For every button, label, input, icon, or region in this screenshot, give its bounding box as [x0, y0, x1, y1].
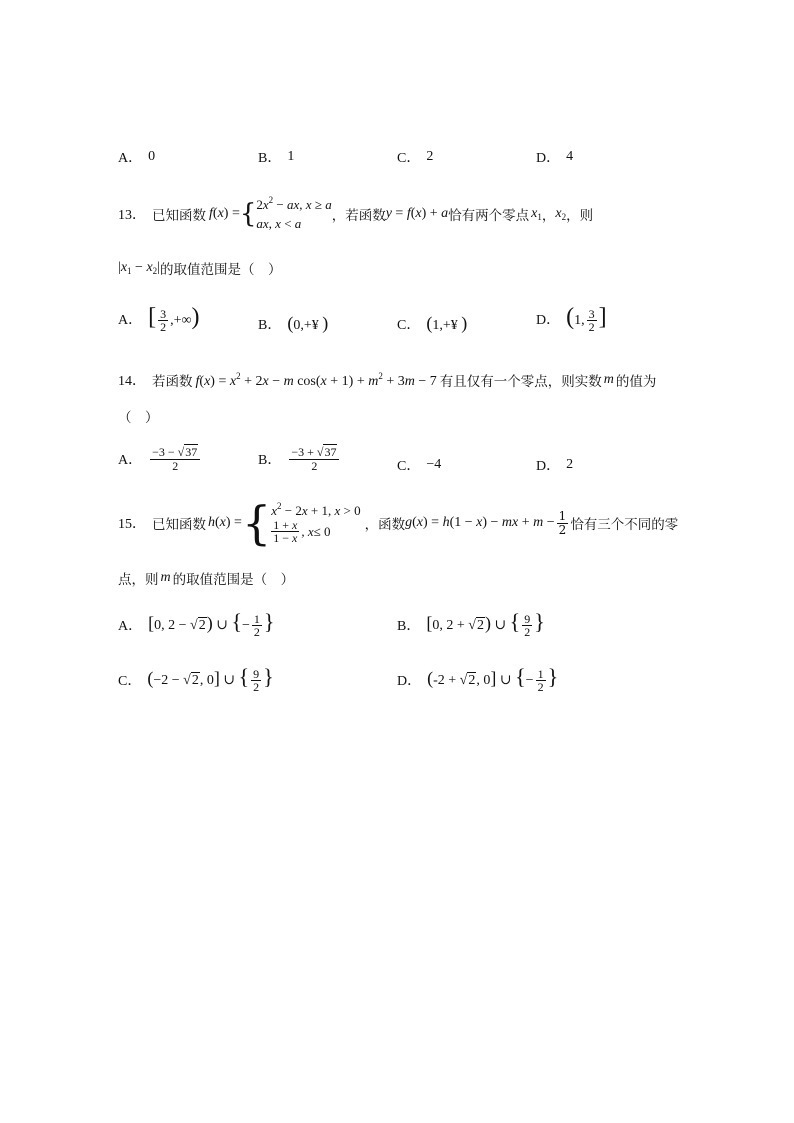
- q15-option-b: B． [0, 2 + √2) ∪ { $\frac{9}{2}$ }: [397, 609, 545, 640]
- q13-option-d: D． (1, $\frac{3}{2}$ ]: [536, 304, 607, 335]
- q15-option-d: D． (-2 + √2, 0] ∪ {− $\frac{1}{2}$ }: [397, 664, 559, 695]
- q15-option-a: A． [0, 2 − √2) ∪ {− $\frac{1}{2}$ }: [118, 609, 275, 640]
- q13-option-b: B． (0,+¥ ): [258, 313, 329, 333]
- q13-piecewise: { $2x^2$ − ax, x ≥ a ax, x < a: [239, 195, 332, 231]
- q13-stem-line1: 13． 已知函数 f(x) = { $2x^2$ − ax, x ≥ a ax, x < a ，若函数 y = f(x) + a 恰有两个零点 $x_1$ ， $x_2$ ，则: [118, 194, 593, 234]
- q15-stem-line2: 点，则 m 的取值范围是（ ）: [118, 570, 295, 588]
- q13-option-a: A． [ $\frac{3}{2}$ ,+∞): [118, 304, 200, 335]
- q14-option-b: B． $\frac{-3 + √37}{2}$: [258, 446, 341, 472]
- q14-option-a: A． $\frac{-3 - √37}{2}$: [118, 446, 202, 472]
- q12-option-b: B． 1: [258, 149, 295, 166]
- q12-option-c: C． 2: [397, 149, 434, 166]
- q14-stem-line1: 14． 若函数 $f(x) = x^2 + 2x - m$ $\cos(x + 1) + m^2 + 3m - 7$ 有且仅有一个零点，则实数 m 的值为: [118, 370, 657, 390]
- q15-stem-line1: 15． 已知函数 h(x) = { $x^2 - 2x + 1$, x > 0 $\frac{1 + x}{1 - x}$ , x ≤ 0 ，函数 g(x) = h(1 − x) − mx + m − $\frac{1}{2}$ 恰有三个不同的零: [118, 496, 679, 550]
- q15-piecewise: { $x^2 - 2x + 1$, x > 0 $\frac{1 + x}{1 - x}$ , x ≤ 0: [241, 496, 361, 550]
- q14-stem-line2: （ ）: [118, 410, 159, 426]
- q12-option-d: D． 4: [536, 149, 574, 166]
- q14-option-d: D． 2: [536, 457, 574, 474]
- q12-option-a: A． 0: [118, 149, 156, 166]
- q13-stem-line2: $|x_1 - x_2|$ 的取值范围是（ ）: [118, 260, 282, 278]
- q14-option-c: C． −4: [397, 457, 442, 474]
- q15-option-c: C． (−2 − √2, 0] ∪ { $\frac{9}{2}$ }: [118, 664, 274, 695]
- q13-option-c: C． (1,+¥ ): [397, 313, 468, 333]
